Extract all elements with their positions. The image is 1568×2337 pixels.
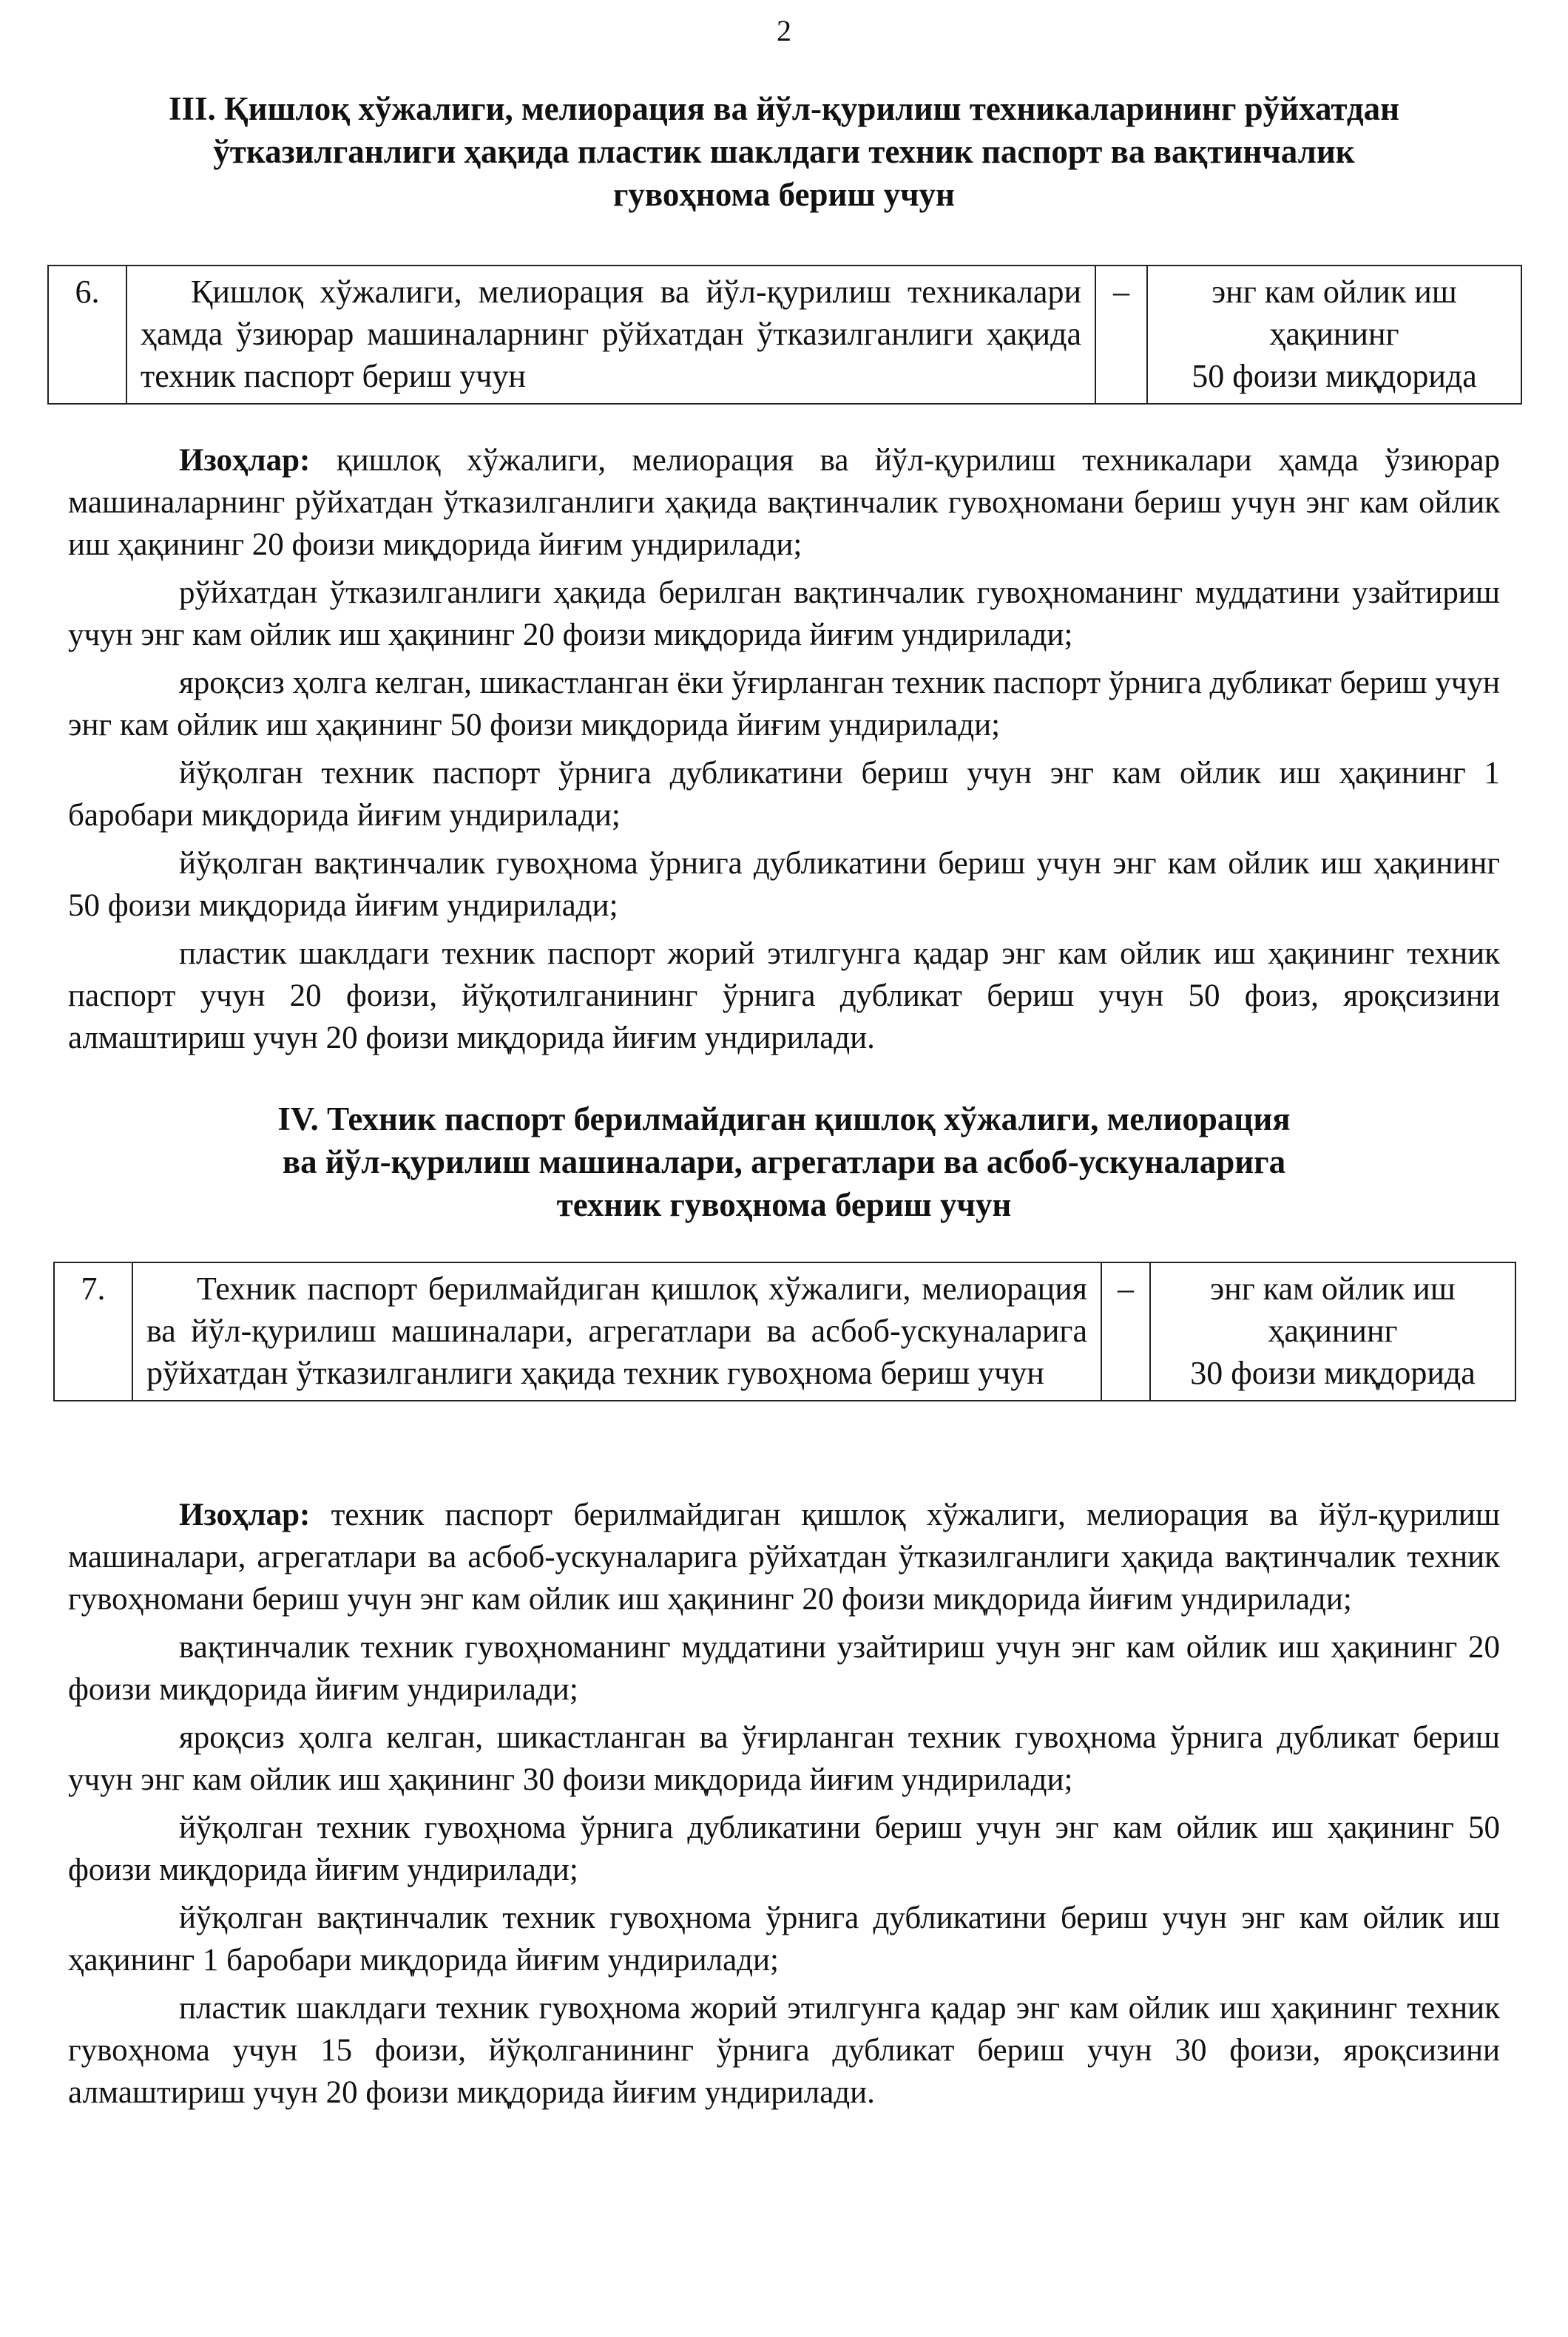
section-4-heading-line: IV. Техник паспорт берилмайдиган қишлоқ хўжалиги, мелиорация — [277, 1100, 1291, 1137]
page-number: 2 — [777, 14, 791, 47]
section-4-heading-line: ва йўл-қурилиш машиналари, агрегатлари ва асбоб-ускуналарига — [282, 1143, 1286, 1180]
section-3-heading-line: ўтказилганлиги ҳақида пластик шаклдаги техник паспорт ва вақтинчалик — [213, 133, 1355, 170]
row-fee — [1150, 1262, 1515, 1401]
section-3-heading — [0, 87, 1568, 216]
notes-lead: Изоҳлар: — [179, 1498, 311, 1532]
fee-line: 50 фоизи миқдорида — [1192, 358, 1477, 394]
row-dash: – — [1095, 266, 1147, 404]
note-paragraph: йўқолган вақтинчалик техник гувоҳнома ўрнига дубликатини бериш учун энг кам ойлик иш ҳақининг 1 баробари миқдорида йиғим ундирилади; — [68, 1901, 1500, 1978]
fee-line: ҳақининг — [1269, 316, 1399, 352]
section-3-heading-line: III. Қишлоқ хўжалиги, мелиорация ва йўл-қурилиш техникаларининг рўйхатдан — [168, 90, 1400, 127]
note-paragraph — [68, 1494, 1500, 1620]
note-paragraph: пластик шаклдаги техник паспорт жорий этилгунга қадар энг кам ойлик иш ҳақининг техник паспорт учун 20 фоизи, йўқотилганининг ўрнига дубликат бериш учун 50 фоиз, яроқсизини алмаштириш учун 20 фоизи миқдорида йиғим ундирилади. — [68, 936, 1500, 1055]
section-3-fee-table — [47, 265, 1522, 405]
note-paragraph: йўқолган вақтинчалик гувоҳнома ўрнига дубликатини бериш учун энг кам ойлик иш ҳақининг 50 фоизи миқдорида йиғим ундирилади; — [68, 846, 1500, 923]
table-row — [48, 266, 1521, 404]
note-paragraph: яроқсиз ҳолга келган, шикастланган ва ўғирланган техник гувоҳнома ўрнига дубликат бериш учун энг кам ойлик иш ҳақининг 30 фоизи миқдорида йиғим ундирилади; — [68, 1720, 1500, 1797]
row-description: Техник паспорт берилмайдиган қишлоқ хўжалиги, мелиорация ва йўл-қурилиш машиналари, агрегатлари ва асбоб-ускуналарига рўйхатдан ўтказилганлиги ҳақида техник гувоҳнома бериш учун — [132, 1262, 1101, 1401]
note-paragraph: йўқолган техник гувоҳнома ўрнига дубликатини бериш учун энг кам ойлик иш ҳақининг 50 фоизи миқдорида йиғим ундирилади; — [68, 1810, 1500, 1887]
row-number: 7. — [54, 1262, 132, 1401]
row-number: 6. — [48, 266, 126, 404]
note-paragraph: яроқсиз ҳолга келган, шикастланган ёки ўғирланган техник паспорт ўрнига дубликат бериш учун энг кам ойлик иш ҳақининг 50 фоизи миқдорида йиғим ундирилади; — [68, 666, 1500, 743]
row-fee — [1147, 266, 1521, 404]
notes-lead: Изоҳлар: — [179, 443, 311, 478]
section-4-heading-line: техник гувоҳнома бериш учун — [556, 1186, 1012, 1223]
section-3-notes — [68, 439, 1500, 1065]
row-dash: – — [1101, 1262, 1150, 1401]
note-paragraph: вақтинчалик техник гувоҳноманинг муддатини узайтириш учун энг кам ойлик иш ҳақининг 20 фоизи миқдорида йиғим ундирилади; — [68, 1630, 1500, 1707]
note-paragraph: рўйхатдан ўтказилганлиги ҳақида берилган вақтинчалик гувоҳноманинг муддатини узайтириш учун энг кам ойлик иш ҳақининг 20 фоизи миқдорида йиғим ундирилади; — [68, 575, 1500, 652]
fee-line: ҳақининг — [1268, 1313, 1398, 1349]
row-description: Қишлоқ хўжалиги, мелиорация ва йўл-қурилиш техникалари ҳамда ўзиюрар машиналарнинг рўйхатдан ўтказилганлиги ҳақида техник паспорт бериш учун — [126, 266, 1095, 404]
fee-line: энг кам ойлик иш — [1212, 274, 1457, 310]
note-text: техник паспорт берилмайдиган қишлоқ хўжалиги, мелиорация ва йўл-қурилиш машиналари, агрегатлари ва асбоб-ускуналарига рўйхатдан ўтказилганлиги ҳақида вақтинчалик техник гувоҳномани бериш учун энг кам ойлик иш ҳақининг 20 фоизи миқдорида йиғим ундирилади; — [68, 1498, 1500, 1617]
fee-line: энг кам ойлик иш — [1210, 1271, 1456, 1307]
section-3-heading-line: гувоҳнома бериш учун — [613, 176, 955, 213]
section-4-fee-table — [53, 1262, 1516, 1401]
fee-line: 30 фоизи миқдорида — [1190, 1355, 1476, 1391]
section-4-notes — [68, 1494, 1500, 2120]
note-text: қишлоқ хўжалиги, мелиорация ва йўл-қурилиш техникалари ҳамда ўзиюрар машиналарнинг рўйхатдан ўтказилганлиги ҳақида вақтинчалик гувоҳномани бериш учун энг кам ойлик иш ҳақининг 20 фоизи миқдорида йиғим ундирилади; — [68, 443, 1500, 562]
note-paragraph — [68, 439, 1500, 566]
note-paragraph: йўқолган техник паспорт ўрнига дубликатини бериш учун энг кам ойлик иш ҳақининг 1 баробари миқдорида йиғим ундирилади; — [68, 756, 1500, 833]
table-row — [54, 1262, 1515, 1401]
note-paragraph: пластик шаклдаги техник гувоҳнома жорий этилгунга қадар энг кам ойлик иш ҳақининг техник гувоҳнома учун 15 фоизи, йўқолганининг ўрнига дубликат бериш учун 30 фоизи, яроқсизини алмаштириш учун 20 фоизи миқдорида йиғим ундирилади. — [68, 1991, 1500, 2110]
section-4-heading — [0, 1098, 1568, 1226]
